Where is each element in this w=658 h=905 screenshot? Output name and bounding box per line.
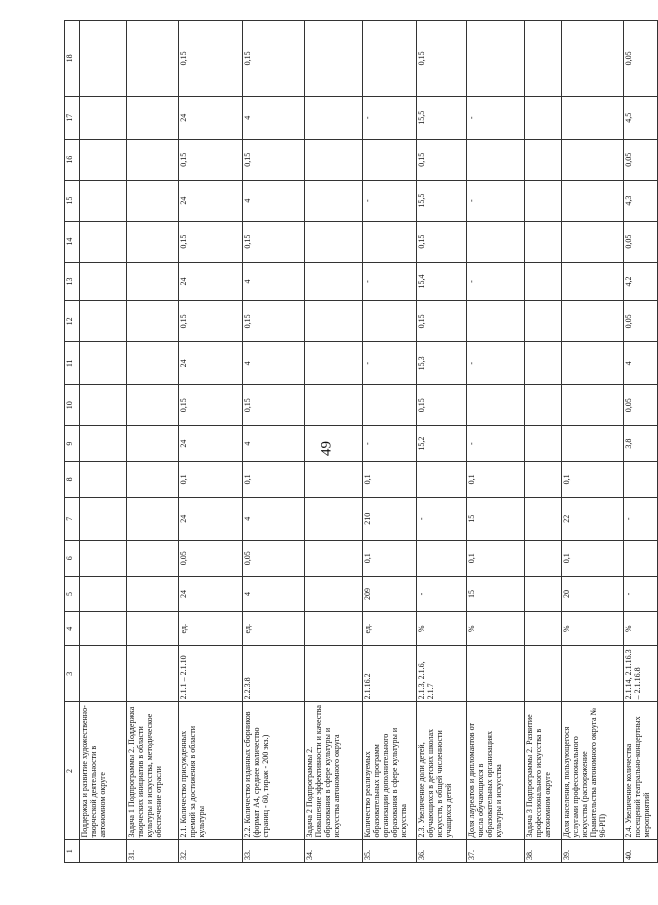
value-cell bbox=[562, 139, 624, 180]
value-cell: 0,15 bbox=[417, 221, 467, 262]
value-cell: 0,15 bbox=[417, 301, 467, 342]
value-cell bbox=[80, 540, 127, 576]
value-cell: 0,15 bbox=[179, 221, 243, 262]
value-cell: 0,15 bbox=[243, 139, 305, 180]
unit-cell: ед. bbox=[363, 612, 417, 646]
value-cell bbox=[525, 139, 562, 180]
indicator-name-cell: Доля лауреатов и дипломантов от числа обучающихся в образовательных организациях культуры и искусства bbox=[467, 702, 525, 840]
value-cell: - bbox=[363, 96, 417, 139]
code-cell: 2.1.16.2 bbox=[363, 646, 417, 702]
table-row bbox=[525, 21, 562, 863]
value-cell bbox=[562, 180, 624, 221]
value-cell bbox=[525, 385, 562, 426]
value-cell: - bbox=[417, 497, 467, 540]
value-cell bbox=[562, 342, 624, 385]
value-cell: 4,2 bbox=[624, 262, 658, 301]
value-cell bbox=[80, 301, 127, 342]
column-number-1: 1 bbox=[65, 840, 80, 863]
value-cell: - bbox=[467, 96, 525, 139]
table-row bbox=[417, 21, 467, 863]
value-cell: - bbox=[363, 426, 417, 462]
value-cell bbox=[417, 540, 467, 576]
value-cell bbox=[305, 139, 363, 180]
value-cell bbox=[467, 221, 525, 262]
value-cell: 0,05 bbox=[179, 540, 243, 576]
row-number-cell: 40. bbox=[624, 840, 658, 863]
value-cell bbox=[127, 180, 179, 221]
value-cell: 20 bbox=[562, 576, 624, 612]
indicator-name-cell: Задача 1 Подпрограммы 2. Поддержка творческих инициатив в области культуры и искусства, методическое обеспечение отрасли bbox=[127, 702, 179, 840]
value-cell: 24 bbox=[179, 342, 243, 385]
indicator-name-cell: 2.1. Количество присужденных премий за достижения в области культуры bbox=[179, 702, 243, 840]
value-cell: 4 bbox=[243, 576, 305, 612]
value-cell bbox=[363, 21, 417, 97]
value-cell bbox=[562, 96, 624, 139]
value-cell: 0,15 bbox=[243, 301, 305, 342]
column-number-11: 11 bbox=[65, 342, 80, 385]
value-cell: 4 bbox=[243, 497, 305, 540]
value-cell bbox=[127, 221, 179, 262]
value-cell: 0,1 bbox=[562, 540, 624, 576]
code-cell: 2.2.3.8 bbox=[243, 646, 305, 702]
value-cell bbox=[305, 497, 363, 540]
value-cell: - bbox=[467, 342, 525, 385]
value-cell bbox=[624, 462, 658, 498]
value-cell: 3,8 bbox=[624, 426, 658, 462]
value-cell: 24 bbox=[179, 96, 243, 139]
value-cell: 0,1 bbox=[179, 462, 243, 498]
value-cell bbox=[127, 385, 179, 426]
column-number-6: 6 bbox=[65, 540, 80, 576]
row-number-cell: 39. bbox=[562, 840, 624, 863]
value-cell bbox=[525, 301, 562, 342]
table-row bbox=[624, 21, 658, 863]
value-cell bbox=[363, 139, 417, 180]
table-row bbox=[179, 21, 243, 863]
value-cell: 0,05 bbox=[624, 139, 658, 180]
value-cell: 4 bbox=[243, 180, 305, 221]
value-cell bbox=[80, 139, 127, 180]
code-cell bbox=[562, 646, 624, 702]
value-cell: 4,3 bbox=[624, 180, 658, 221]
table-row bbox=[80, 21, 127, 863]
value-cell bbox=[525, 576, 562, 612]
unit-cell: % bbox=[562, 612, 624, 646]
row-number-cell: 32. bbox=[179, 840, 243, 863]
value-cell bbox=[525, 462, 562, 498]
value-cell: 24 bbox=[179, 497, 243, 540]
value-cell bbox=[80, 342, 127, 385]
column-number-4: 4 bbox=[65, 612, 80, 646]
value-cell bbox=[127, 96, 179, 139]
value-cell bbox=[467, 21, 525, 97]
value-cell bbox=[80, 96, 127, 139]
value-cell: - bbox=[363, 262, 417, 301]
column-number-2: 2 bbox=[65, 702, 80, 840]
value-cell bbox=[525, 262, 562, 301]
value-cell: 15,5 bbox=[417, 180, 467, 221]
value-cell: 0,15 bbox=[179, 139, 243, 180]
value-cell: 0,15 bbox=[179, 301, 243, 342]
value-cell: 0,15 bbox=[417, 139, 467, 180]
value-cell bbox=[127, 462, 179, 498]
value-cell bbox=[127, 426, 179, 462]
column-number-15: 15 bbox=[65, 180, 80, 221]
code-cell: 2.1.3, 2.1.6, 2.1.7 bbox=[417, 646, 467, 702]
value-cell bbox=[127, 576, 179, 612]
row-number-cell bbox=[80, 840, 127, 863]
value-cell bbox=[127, 262, 179, 301]
value-cell: 0,15 bbox=[179, 21, 243, 97]
code-cell bbox=[467, 646, 525, 702]
value-cell: 0,1 bbox=[467, 462, 525, 498]
value-cell bbox=[305, 301, 363, 342]
value-cell bbox=[467, 139, 525, 180]
value-cell bbox=[127, 301, 179, 342]
value-cell bbox=[525, 497, 562, 540]
value-cell bbox=[305, 21, 363, 97]
value-cell bbox=[80, 180, 127, 221]
code-cell bbox=[525, 646, 562, 702]
value-cell bbox=[363, 221, 417, 262]
value-cell: 0,05 bbox=[624, 21, 658, 97]
value-cell bbox=[562, 221, 624, 262]
value-cell bbox=[80, 21, 127, 97]
value-cell bbox=[305, 576, 363, 612]
value-cell: - bbox=[467, 180, 525, 221]
value-cell: 0,1 bbox=[243, 462, 305, 498]
value-cell bbox=[127, 21, 179, 97]
value-cell: - bbox=[624, 576, 658, 612]
value-cell bbox=[80, 426, 127, 462]
value-cell: 4 bbox=[624, 342, 658, 385]
value-cell: 0,15 bbox=[417, 21, 467, 97]
unit-cell: % bbox=[624, 612, 658, 646]
column-number-17: 17 bbox=[65, 96, 80, 139]
column-number-8: 8 bbox=[65, 462, 80, 498]
indicator-name-cell: Количество реализуемых образовательных программ организации дополнительного образования в сфере культуры и искусства bbox=[363, 702, 417, 840]
column-number-10: 10 bbox=[65, 385, 80, 426]
row-number-cell: 36. bbox=[417, 840, 467, 863]
value-cell bbox=[305, 426, 363, 462]
header-row bbox=[65, 21, 80, 863]
value-cell: 0,15 bbox=[243, 221, 305, 262]
value-cell: 0,1 bbox=[363, 540, 417, 576]
value-cell: 0,15 bbox=[417, 385, 467, 426]
row-number-cell: 37. bbox=[467, 840, 525, 863]
value-cell bbox=[80, 462, 127, 498]
value-cell: 4 bbox=[243, 426, 305, 462]
column-number-7: 7 bbox=[65, 497, 80, 540]
value-cell bbox=[80, 497, 127, 540]
value-cell bbox=[525, 221, 562, 262]
value-cell: 210 bbox=[363, 497, 417, 540]
value-cell bbox=[363, 301, 417, 342]
value-cell: 0,1 bbox=[363, 462, 417, 498]
value-cell bbox=[525, 21, 562, 97]
unit-cell: % bbox=[467, 612, 525, 646]
unit-cell bbox=[525, 612, 562, 646]
indicator-name-cell: 2.4. Увеличение количества посещений театрально-концертных мероприятий bbox=[624, 702, 658, 840]
value-cell: - bbox=[467, 426, 525, 462]
value-cell: - bbox=[363, 180, 417, 221]
value-cell: 4 bbox=[243, 262, 305, 301]
value-cell bbox=[562, 21, 624, 97]
value-cell: 0,05 bbox=[243, 540, 305, 576]
indicator-name-cell: 2.3. Увеличение доли детей, обучающихся в детских школах искусств, в общей численности учащихся детей bbox=[417, 702, 467, 840]
value-cell: - bbox=[363, 342, 417, 385]
value-cell bbox=[80, 576, 127, 612]
value-cell bbox=[80, 385, 127, 426]
indicator-name-cell: Поддержка и развитие художественно-творческой деятельности в автономном округе bbox=[80, 702, 127, 840]
value-cell: 24 bbox=[179, 262, 243, 301]
value-cell bbox=[80, 262, 127, 301]
indicator-name-cell: Задача 2 Подпрограммы 2. Повышение эффективности и качества образования в сфере культуры и искусства автономного округа bbox=[305, 702, 363, 840]
value-cell: 0,15 bbox=[179, 385, 243, 426]
indicator-name-cell: Доля населения, пользующегося услугами профессионального искусства (распоряжение Правительства автономного округа № 96-РП) bbox=[562, 702, 624, 840]
value-cell: 209 bbox=[363, 576, 417, 612]
value-cell: 15,4 bbox=[417, 262, 467, 301]
value-cell: 0,1 bbox=[467, 540, 525, 576]
value-cell bbox=[127, 540, 179, 576]
value-cell bbox=[525, 180, 562, 221]
value-cell: 4 bbox=[243, 342, 305, 385]
column-number-13: 13 bbox=[65, 262, 80, 301]
indicators-table bbox=[64, 20, 658, 863]
indicator-name-cell: Задача 3 Подпрограммы 2. Развитие профессионального искусства в автономном округе bbox=[525, 702, 562, 840]
value-cell bbox=[305, 221, 363, 262]
column-number-16: 16 bbox=[65, 139, 80, 180]
value-cell bbox=[305, 262, 363, 301]
indicator-name-cell: 2.2. Количество изданных сборников (формат А4, среднее количество страниц - 60, тираж - 200 экз.) bbox=[243, 702, 305, 840]
value-cell bbox=[305, 462, 363, 498]
unit-cell bbox=[127, 612, 179, 646]
value-cell: 15,3 bbox=[417, 342, 467, 385]
row-number-cell: 33. bbox=[243, 840, 305, 863]
value-cell: 0,05 bbox=[624, 385, 658, 426]
value-cell: 15 bbox=[467, 497, 525, 540]
value-cell: 4,5 bbox=[624, 96, 658, 139]
column-number-18: 18 bbox=[65, 21, 80, 97]
value-cell bbox=[305, 385, 363, 426]
value-cell: 0,05 bbox=[624, 221, 658, 262]
value-cell: - bbox=[624, 497, 658, 540]
unit-cell: % bbox=[417, 612, 467, 646]
document-sheet bbox=[64, 20, 651, 863]
unit-cell: ед. bbox=[179, 612, 243, 646]
value-cell bbox=[467, 385, 525, 426]
value-cell bbox=[305, 96, 363, 139]
table-row bbox=[127, 21, 179, 863]
value-cell bbox=[525, 342, 562, 385]
column-number-12: 12 bbox=[65, 301, 80, 342]
unit-cell bbox=[80, 612, 127, 646]
row-number-cell: 34. bbox=[305, 840, 363, 863]
value-cell bbox=[562, 426, 624, 462]
page-number: 49 bbox=[318, 441, 335, 456]
table-row bbox=[305, 21, 363, 863]
value-cell: - bbox=[467, 262, 525, 301]
code-cell bbox=[127, 646, 179, 702]
value-cell bbox=[562, 262, 624, 301]
code-cell: 2.1.1 – 2.1.10 bbox=[179, 646, 243, 702]
value-cell bbox=[624, 540, 658, 576]
value-cell: 0,15 bbox=[243, 21, 305, 97]
row-number-cell: 38. bbox=[525, 840, 562, 863]
value-cell: 24 bbox=[179, 426, 243, 462]
column-number-3: 3 bbox=[65, 646, 80, 702]
value-cell: 0,15 bbox=[243, 385, 305, 426]
value-cell bbox=[562, 385, 624, 426]
value-cell: 0,05 bbox=[624, 301, 658, 342]
code-cell bbox=[305, 646, 363, 702]
row-number-cell: 31. bbox=[127, 840, 179, 863]
value-cell: 0,1 bbox=[562, 462, 624, 498]
value-cell bbox=[80, 221, 127, 262]
value-cell: 15 bbox=[467, 576, 525, 612]
unit-cell: ед. bbox=[243, 612, 305, 646]
value-cell: - bbox=[417, 576, 467, 612]
column-number-5: 5 bbox=[65, 576, 80, 612]
value-cell: 4 bbox=[243, 96, 305, 139]
code-cell bbox=[80, 646, 127, 702]
value-cell bbox=[525, 96, 562, 139]
value-cell bbox=[363, 385, 417, 426]
value-cell: 24 bbox=[179, 180, 243, 221]
column-number-14: 14 bbox=[65, 221, 80, 262]
value-cell bbox=[127, 497, 179, 540]
value-cell: 22 bbox=[562, 497, 624, 540]
value-cell bbox=[417, 462, 467, 498]
table-row bbox=[363, 21, 417, 863]
value-cell bbox=[305, 540, 363, 576]
table-row bbox=[243, 21, 305, 863]
value-cell bbox=[305, 180, 363, 221]
value-cell bbox=[525, 426, 562, 462]
value-cell bbox=[127, 139, 179, 180]
value-cell: 15,2 bbox=[417, 426, 467, 462]
value-cell bbox=[467, 301, 525, 342]
table-row bbox=[562, 21, 624, 863]
value-cell bbox=[305, 342, 363, 385]
unit-cell bbox=[305, 612, 363, 646]
row-number-cell: 35. bbox=[363, 840, 417, 863]
column-number-9: 9 bbox=[65, 426, 80, 462]
code-cell: 2.1.14, 2.1.16.3 – 2.1.16.8 bbox=[624, 646, 658, 702]
value-cell: 24 bbox=[179, 576, 243, 612]
value-cell bbox=[525, 540, 562, 576]
value-cell: 15,5 bbox=[417, 96, 467, 139]
value-cell bbox=[562, 301, 624, 342]
value-cell bbox=[127, 342, 179, 385]
table-row bbox=[467, 21, 525, 863]
